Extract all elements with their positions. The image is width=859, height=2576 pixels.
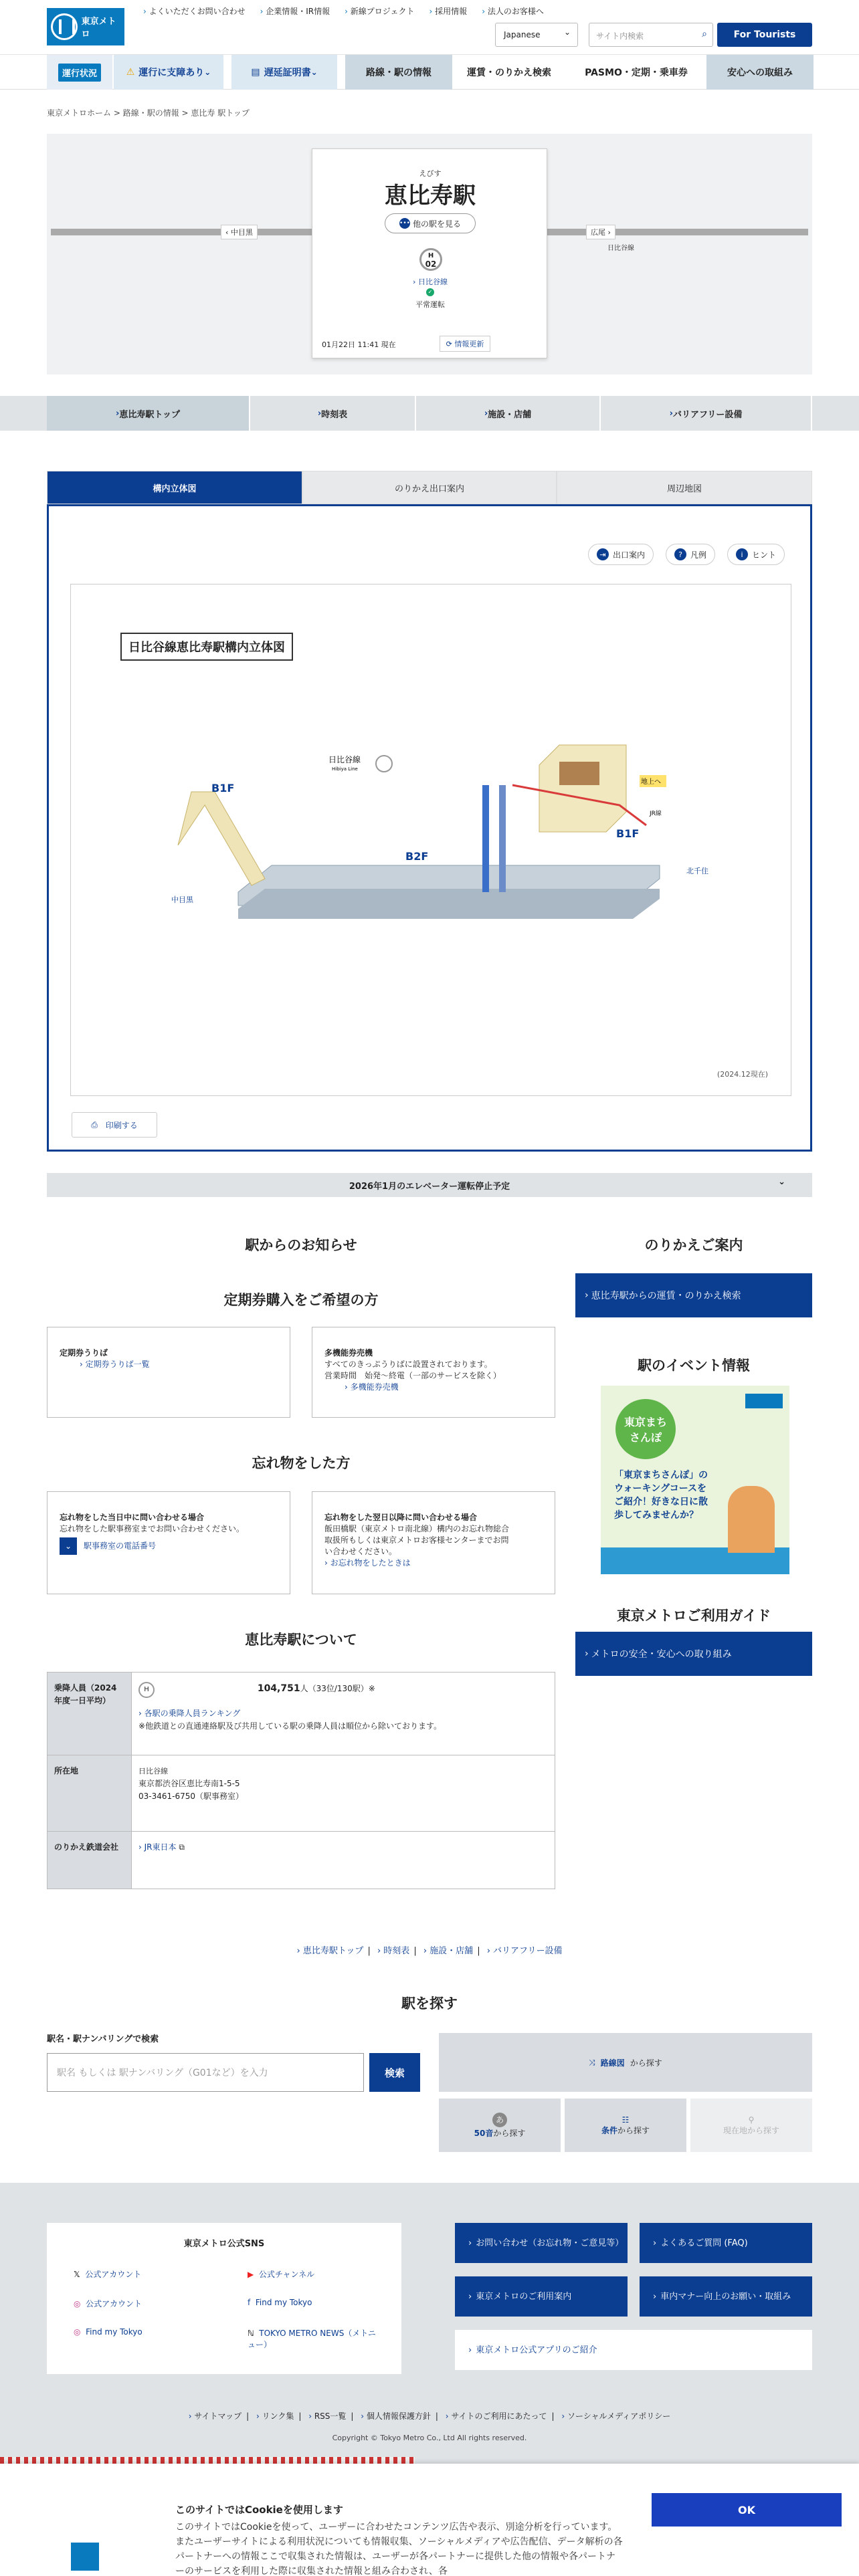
other-stations-label: 他の駅を見る: [412, 219, 461, 229]
diagram-line-label: 日比谷線: [328, 755, 361, 764]
global-nav: [0, 55, 859, 90]
multi-ticket-machine-link[interactable]: › 多機能券売機: [324, 1382, 543, 1393]
line-name: 日比谷線: [417, 278, 448, 286]
passengers-cell: [132, 1673, 555, 1755]
info-icon: i: [736, 548, 748, 560]
faq-button[interactable]: › よくあるご質問 (FAQ): [640, 2223, 812, 2263]
diagram-date: (2024.12現在): [717, 1070, 768, 1079]
station-search-section: [0, 1993, 859, 2193]
exit-guide-button[interactable]: [588, 544, 654, 565]
b2f-label: B2F: [405, 850, 429, 863]
next-station-link[interactable]: 広尾 ›: [586, 225, 615, 239]
search-by-kana[interactable]: [439, 2099, 561, 2152]
ranking-link[interactable]: › 各駅の乗降人員ランキング: [138, 1707, 548, 1720]
cookie-title: このサイトではCookieを使用します: [175, 2504, 343, 2516]
external-link-icon: ⧉: [179, 1842, 185, 1852]
teiki-box-2: [312, 1327, 555, 1418]
certificate-icon: ▤: [251, 67, 260, 78]
elevator-shaft: [482, 785, 489, 892]
sns-facebook-link[interactable]: [248, 2298, 312, 2307]
jr-label: JR線: [650, 811, 662, 817]
tab-facilities[interactable]: › 施設・店舗: [416, 396, 601, 431]
footer-link-rss[interactable]: › RSS一覧: [308, 2411, 346, 2421]
diagram-station-number: [376, 756, 392, 772]
sns-youtube-label: 公式チャンネル: [258, 2270, 315, 2279]
search-by-route-map[interactable]: [439, 2033, 812, 2092]
line-name-link[interactable]: › 日比谷線: [413, 278, 448, 286]
hint-label: ヒント: [752, 550, 777, 560]
line-status-text: 平常運転: [415, 300, 445, 309]
station-name: 恵比寿駅: [385, 183, 476, 209]
tab-transfer-exit[interactable]: のりかえ出口案内: [302, 471, 557, 504]
footer-link-privacy[interactable]: › 個人情報保護方針: [361, 2411, 431, 2421]
top-link-corporate[interactable]: › 企業情報・IR情報: [260, 5, 330, 17]
teiki-box-2-title: 多機能券売機: [324, 1348, 373, 1358]
nav-pasmo[interactable]: PASMO・定期・乗車券: [585, 68, 688, 78]
x-icon: 𝕏: [74, 2270, 80, 2279]
address-header: 所在地: [47, 1755, 132, 1832]
search-label: 駅名・駅ナンバリングで検索: [47, 2034, 159, 2044]
footer-link-links[interactable]: › リンク集: [256, 2411, 294, 2421]
passengers-number: 104,751: [257, 1683, 300, 1694]
direction-nakameguro: 中目黒: [171, 895, 193, 904]
office-phone-link[interactable]: [60, 1537, 278, 1555]
transfer-cell: [132, 1832, 555, 1889]
app-intro-button[interactable]: › 東京メトロ公式アプリのご紹介: [455, 2330, 812, 2370]
footer-link-terms[interactable]: › サイトのご利用にあたって: [446, 2411, 547, 2421]
footer-link-sitemap[interactable]: › サイトマップ: [189, 2411, 242, 2421]
sns-metonews-label: TOKYO METRO NEWS（メトニュー）: [248, 2329, 376, 2349]
lost-box-1-text: 忘れ物をした駅事務室までお問い合わせください。: [60, 1524, 245, 1533]
footer-links: › サイトマップ | › リンク集 | › RSS一覧 | › 個人情報保護方針 | › サイトのご利用にあたって | › ソーシャルメディアポリシー: [0, 2410, 859, 2422]
legend-label: 凡例: [690, 550, 707, 560]
bottom-link-timetable[interactable]: › 時刻表: [377, 1946, 409, 1956]
fare-search-button[interactable]: › 恵比寿駅からの運賃・のりかえ検索: [575, 1273, 812, 1317]
operation-status-badge: 運行状況: [58, 64, 101, 82]
top-link-new-line[interactable]: › 新線プロジェクト: [345, 5, 414, 17]
warning-icon: ⚠: [126, 67, 135, 78]
table-row: [47, 1832, 555, 1889]
station-card: [312, 148, 547, 358]
jr-east-link[interactable]: › JR東日本: [138, 1842, 177, 1852]
nav-line-station-info[interactable]: 路線・駅の情報: [345, 55, 452, 90]
sns-instagram2-link[interactable]: [74, 2327, 142, 2337]
station-search-button[interactable]: 検索: [369, 2053, 420, 2092]
map-tabs: [47, 471, 812, 504]
disruption-dropdown[interactable]: [114, 55, 223, 90]
top-link-business[interactable]: › 法人のお客様へ: [482, 5, 544, 17]
location-pin-icon: ⚲: [748, 2115, 755, 2125]
route-map-suffix: から探す: [630, 2058, 662, 2068]
breadcrumb-home[interactable]: 東京メトロホーム: [47, 108, 112, 118]
disruption-label: 運行に支障あり: [138, 68, 205, 78]
lost-box-2-title: 忘れ物をした翌日以降に問い合わせる場合: [324, 1513, 478, 1522]
transfer-header: のりかえ鉄道会社: [47, 1832, 132, 1889]
table-row: [47, 1755, 555, 1832]
condition-suffix: から探す: [617, 2125, 650, 2135]
passengers-note: ※他鉄道との直通連絡駅及び共用している駅の乗降人員は順位から除いております。: [138, 1721, 442, 1731]
operation-status-label: [47, 55, 112, 90]
station-number-badge: [419, 248, 442, 271]
route-map-icon: ⤨: [589, 2057, 595, 2067]
direction-kitasenju: 北千住: [686, 867, 708, 875]
logo-text: 東京メトロ: [81, 17, 116, 39]
metro-mini-logo: [745, 1394, 783, 1408]
filter-icon: ☷: [622, 2115, 630, 2125]
station-panel: [47, 134, 812, 374]
safety-button[interactable]: › メトロの安全・安心への取り組み: [575, 1632, 812, 1676]
norikae-title: のりかえご案内: [644, 1237, 743, 1253]
top-link-recruit[interactable]: › 採用情報: [430, 5, 468, 17]
prev-station-link[interactable]: ‹ 中目黒: [221, 225, 258, 239]
cookie-ok-button[interactable]: OK: [652, 2493, 842, 2527]
address-line: 日比谷線: [138, 1767, 168, 1776]
cookie-text: このサイトではCookieを使って、ユーザーに合わせたコンテンツ広告や表示、別途分析を行っています。またユーザーサイトによる利用状況についても情報収集、ソーシャルメディアや広告配信、データ解析の各パートナーへの情報ここで収集された情報は、ユーザーが各パートナーに提供した他の情報や各パートナーのサービスを利用した際に収集された情報と組み合わされ、各: [175, 2522, 623, 2576]
sns-instagram2-label: Find my Tokyo: [86, 2327, 142, 2337]
lost-box-1: [47, 1491, 290, 1594]
teiki-box-2-text2: 営業時間 始発～終電（一部のサービスを除く）: [324, 1371, 502, 1380]
nav-fare-search[interactable]: 運賃・のりかえ検索: [467, 68, 551, 78]
search-by-condition[interactable]: [565, 2099, 686, 2152]
about-title: 恵比寿駅について: [245, 1632, 357, 1648]
event-text: 「東京まちさんぽ」のウォーキングコースをご紹介！好きな日に散歩してみませんか？: [614, 1470, 708, 1521]
b1f-west-stairs: [178, 792, 265, 885]
bottom-link-barrier-free[interactable]: › バリアフリー設備: [487, 1946, 563, 1956]
office-phone-label: 駅事務室の電話番号: [84, 1541, 157, 1551]
refresh-button[interactable]: [440, 336, 490, 352]
search-icon[interactable]: ⌕: [702, 29, 707, 39]
sns-title: 東京メトロ公式SNS: [183, 2239, 265, 2249]
sns-youtube-link[interactable]: [248, 2268, 314, 2280]
lost-box-2-text2: 取扱所もしくは東京メトロお客様センターまでお問: [324, 1535, 509, 1545]
instagram-icon: ◎: [74, 2327, 81, 2337]
notice-title: 駅からのお知らせ: [245, 1237, 357, 1253]
event-walkers-illustration: [728, 1486, 775, 1553]
event-banner[interactable]: [601, 1386, 789, 1574]
condition-label: 条件: [601, 2125, 617, 2135]
teiki-box-1-title: 定期券うりば: [60, 1348, 108, 1358]
sns-panel: [47, 2223, 401, 2374]
train-illustration: [0, 2457, 415, 2464]
usage-guide-button[interactable]: › 東京メトロのご利用案内: [455, 2276, 628, 2317]
b1f-east-concourse: [539, 745, 626, 832]
h-line-icon: H: [138, 1682, 155, 1698]
line-status: [312, 287, 548, 310]
diagram-title: 日比谷線恵比寿駅構内立体図: [120, 633, 293, 661]
breadcrumb-line-info[interactable]: 路線・駅の情報: [122, 108, 179, 118]
station-code-line: H: [427, 252, 434, 259]
station-ruby: えびす: [419, 169, 442, 178]
question-icon: ?: [674, 548, 686, 560]
search-title: 駅を探す: [401, 1996, 458, 2012]
hint-button[interactable]: [727, 544, 785, 565]
passengers-header: 乗降人員（2024年度一日平均）: [47, 1673, 132, 1755]
status-datetime: 01月22日 11:41 現在: [322, 340, 396, 349]
site-footer: [0, 2183, 859, 2464]
breadcrumb-current: 恵比寿 駅トップ: [191, 108, 250, 118]
kana-icon: あ: [492, 2113, 507, 2127]
station-code-num: 02: [425, 259, 437, 269]
address-cell: [132, 1755, 555, 1832]
manners-button[interactable]: › 車内マナー向上のお願い・取組み: [640, 2276, 812, 2317]
elevator-schedule-accordion[interactable]: 2026年1月のエレベーター運転停止予定 ⌄: [47, 1173, 812, 1197]
escalator: [499, 785, 506, 892]
b1f-west-label: B1F: [211, 782, 235, 794]
station-office: [559, 762, 599, 785]
lost-box-2-text1: 飯田橋駅（東京メトロ南北線）構内のお忘れ物総合: [324, 1524, 510, 1533]
language-select[interactable]: Japanese ⌄: [495, 23, 578, 47]
teiki-box-1: [47, 1327, 290, 1418]
sns-x-link[interactable]: [74, 2268, 141, 2280]
exit-guide-label: 出口案内: [613, 550, 646, 560]
dots-icon: •••: [399, 218, 410, 229]
map-panel: [47, 504, 812, 1152]
exit-icon: ⇥: [597, 548, 609, 560]
contact-button[interactable]: › お問い合わせ（お忘れ物・ご意見等）: [455, 2223, 628, 2263]
teiki-list-link[interactable]: › 定期券うりば一覧: [60, 1359, 278, 1370]
next-station-name: 広尾: [591, 228, 605, 237]
next-station-line: 日比谷線: [607, 245, 634, 252]
lost-box-1-title: 忘れ物をした当日中に問い合わせる場合: [60, 1513, 205, 1522]
facebook-icon: f: [248, 2298, 251, 2307]
teiki-box-2-text1: すべてのきっぷうりばに設置されております。: [324, 1360, 492, 1369]
sns-metonews-link[interactable]: [248, 2327, 381, 2350]
passengers-unit: 人（33位/130駅）※: [300, 1684, 375, 1693]
breadcrumb: 東京メトロホーム > 路線・駅の情報 > 恵比寿 駅トップ: [47, 108, 250, 118]
print-label: 印刷する: [105, 1120, 138, 1130]
nav-safety[interactable]: 安心への取組み: [706, 55, 814, 90]
refresh-label: 情報更新: [454, 340, 484, 348]
sns-instagram-label: 公式アカウント: [86, 2299, 142, 2309]
for-tourists-button[interactable]: For Tourists: [717, 23, 812, 47]
lost-title: 忘れ物をした方: [252, 1455, 351, 1471]
sns-x-label: 公式アカウント: [85, 2270, 142, 2279]
tab-timetable[interactable]: › 時刻表: [250, 396, 416, 431]
event-title: 駅のイベント情報: [638, 1358, 750, 1374]
site-search-input[interactable]: [589, 23, 713, 47]
printer-icon: ⎙: [91, 1119, 98, 1130]
top-links: [143, 5, 544, 17]
chevron-down-icon: ⌄: [60, 1537, 77, 1555]
address-phone: 03-3461-6750（駅事務室）: [138, 1792, 244, 1801]
diagram-line-en: Hibiya Line: [332, 766, 358, 772]
station-diagram-svg: [71, 584, 791, 1095]
tokyo-metro-logo[interactable]: [47, 8, 124, 45]
other-stations-button[interactable]: [385, 213, 476, 233]
tab-barrier-free[interactable]: › バリアフリー設備: [601, 396, 812, 431]
address-text: 東京都渋谷区恵比寿南1-5-5: [138, 1779, 240, 1788]
exit-up-label: 地上へ: [641, 778, 661, 786]
location-suffix: から探す: [747, 2125, 780, 2135]
site-header: [0, 0, 859, 55]
ok-icon: ✓: [426, 288, 434, 296]
station-info-table: [47, 1672, 555, 1889]
bottom-link-top[interactable]: › 恵比寿駅トップ: [296, 1946, 363, 1956]
station-search-input[interactable]: 駅名 もしくは 駅ナンバリング（G01など）を入力: [47, 2053, 364, 2092]
cookie-metro-logo: [71, 2543, 99, 2571]
delay-certificate-dropdown[interactable]: [231, 55, 337, 90]
guide-title: 東京メトロご利用ガイド: [616, 1608, 771, 1624]
instagram-icon: ◎: [74, 2299, 81, 2309]
top-link-faq[interactable]: › よくいただくお問い合わせ: [143, 5, 246, 17]
bottom-link-facilities[interactable]: › 施設・店舗: [423, 1946, 473, 1956]
tab-station-3d-map[interactable]: 構内立体図: [47, 471, 302, 504]
table-row: [47, 1673, 555, 1755]
cookie-banner: [0, 2464, 859, 2576]
copyright: Copyright © Tokyo Metro Co., Ltd All rights reserved.: [332, 2434, 527, 2442]
route-map-label: 路線図: [600, 2058, 625, 2068]
tab-station-top[interactable]: › 恵比寿駅トップ: [47, 396, 250, 431]
delay-certificate-label: 遅延証明書: [264, 68, 311, 78]
teiki-title: 定期券購入をご希望の方: [223, 1292, 379, 1308]
event-logo: 東京まちさんぽ: [615, 1399, 676, 1459]
refresh-icon: ⟳: [446, 339, 455, 348]
metro-heart-m-icon: [51, 13, 78, 40]
station-bottom-links: › 恵比寿駅トップ | › 時刻表 | › 施設・店舗 | › バリアフリー設備: [0, 1943, 859, 1956]
kana-label: 50音: [474, 2128, 494, 2138]
station-tabs: [0, 396, 859, 431]
location-label: 現在地: [723, 2125, 747, 2135]
legend-button[interactable]: [666, 544, 715, 565]
b1f-east-label: B1F: [616, 827, 640, 840]
print-button[interactable]: [72, 1112, 157, 1138]
sns-instagram-link[interactable]: [74, 2298, 142, 2309]
b2f-track: [238, 889, 660, 919]
prev-station-name: 中目黒: [230, 228, 253, 237]
station-3d-diagram: [70, 584, 791, 1096]
sns-facebook-label: Find my Tokyo: [255, 2298, 312, 2307]
search-placeholder: サイト内検索: [596, 31, 644, 41]
lost-box-2-text3: い合わせください。: [324, 1547, 397, 1556]
footer-link-social-policy[interactable]: › ソーシャルメディアポリシー: [561, 2411, 670, 2421]
youtube-icon: ▶: [248, 2270, 254, 2279]
lost-property-link[interactable]: › お忘れ物をしたときは: [324, 1558, 543, 1569]
kana-suffix: から探す: [493, 2128, 526, 2138]
search-by-location[interactable]: [690, 2099, 812, 2152]
lost-box-2: [312, 1491, 555, 1594]
tab-area-map[interactable]: 周辺地図: [557, 471, 812, 504]
metonews-icon: ℕ: [248, 2329, 254, 2338]
